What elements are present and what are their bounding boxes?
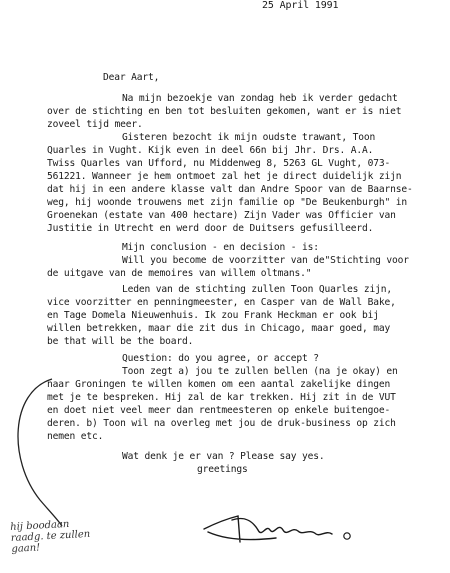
body-line: Leden van de stichting zullen Toon Quarles zijn, bbox=[122, 284, 393, 295]
signature-dot bbox=[344, 533, 350, 539]
body-line: greetings bbox=[197, 464, 248, 475]
margin-note-line: raadg. te zullen bbox=[10, 528, 91, 544]
body-line: be that will be the board. bbox=[47, 336, 194, 347]
body-line: Justitie in Utrecht en werd door de Duitsers gefusilleerd. bbox=[47, 223, 374, 234]
body-line: vice voorzitter en penningmeester, en Casper van de Wall Bake, bbox=[47, 297, 396, 308]
body-line: willen betrekken, maar die zit dus in Chicago, maar goed, may bbox=[47, 323, 391, 334]
body-line: Groenekan (estate van 400 hectare) Zijn Vader was Officier van bbox=[47, 210, 396, 221]
body-line: weg, hij woonde trouwens met zijn familie op "De Beukenburgh" in bbox=[47, 197, 408, 208]
body-line: nemen etc. bbox=[47, 431, 104, 442]
body-line: Toon zegt a) jou te zullen bellen (na je okay) en bbox=[122, 366, 398, 377]
body-line: en Tage Domela Nieuwenhuis. Ik zou Frank Heckman er ook bij bbox=[47, 310, 379, 321]
body-line: dat hij in een andere klasse valt dan Andre Spoor van de Baarnse- bbox=[47, 184, 413, 195]
body-line: Mijn conclusion - en decision - is: bbox=[122, 242, 319, 253]
body-line: deren. b) Toon wil na overleg met jou de druk-business op zich bbox=[47, 418, 396, 429]
body-line: Question: do you agree, or accept ? bbox=[122, 353, 319, 364]
body-line: naar Groningen te willen komen om een aantal zakelijke dingen bbox=[47, 379, 391, 390]
letter-date: 25 April 1991 bbox=[262, 0, 339, 11]
body-line: Will you become de voorzitter van de"Stichting voor bbox=[122, 255, 409, 266]
body-line: over de stichting en ben tot besluiten gekomen, want er is niet bbox=[47, 106, 402, 117]
margin-bracket bbox=[18, 379, 62, 526]
signature-scribble bbox=[204, 516, 332, 542]
salutation: Dear Aart, bbox=[103, 72, 160, 83]
body-line: Quarles in Vught. Kijk even in deel 66n bij Jhr. Drs. A.A. bbox=[47, 145, 374, 156]
body-line: 561221. Wanneer je hem ontmoet zal het je direct duidelijk zijn bbox=[47, 171, 402, 182]
body-line: Wat denk je er van ? Please say yes. bbox=[122, 451, 325, 462]
body-line: Gisteren bezocht ik mijn oudste trawant, Toon bbox=[122, 132, 376, 143]
body-line: Twiss Quarles van Ufford, nu Middenweg 8, 5263 GL Vught, 073- bbox=[47, 158, 391, 169]
margin-note-line: gaan! bbox=[11, 542, 41, 555]
body-line: met je te bespreken. Hij zal de kar trekken. Hij zit in de VUT bbox=[47, 392, 396, 403]
body-line: en doet niet veel meer dan rentmeesteren op enkele buitengoe- bbox=[47, 405, 391, 416]
margin-note bbox=[10, 518, 91, 555]
body-line: Na mijn bezoekje van zondag heb ik verder gedacht bbox=[122, 93, 398, 104]
body-line: de uitgave van de memoires van willem oltmans." bbox=[47, 268, 312, 279]
body-line: zoveel tijd meer. bbox=[47, 119, 143, 130]
margin-note-line: hij boodaan bbox=[10, 518, 70, 533]
